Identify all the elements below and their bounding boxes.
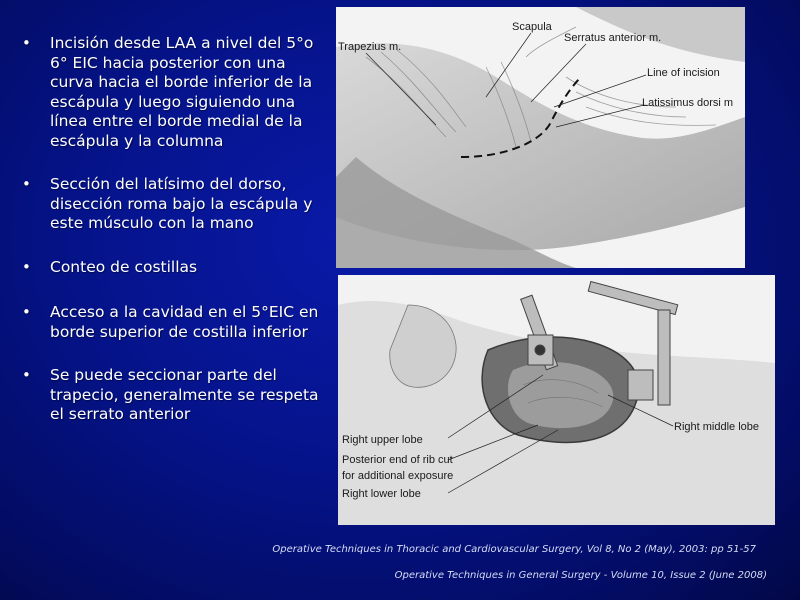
bullet-text: Incisión desde LAA a nivel del 5°o 6° EIC hacia posterior con una curva hacia el borde inferior de la escápula y luego siguiendo una línea entre el borde medial de la escápula y la columna xyxy=(50,34,314,150)
bullet-text: Acceso a la cavidad en el 5°EIC en borde superior de costilla inferior xyxy=(50,303,319,341)
bullet-icon: • xyxy=(22,34,31,52)
bullet-text: Se puede seccionar parte del trapecio, generalmente se respeta el serrato anterior xyxy=(50,366,319,423)
label-incision: Line of incision xyxy=(647,67,720,79)
label-scapula: Scapula xyxy=(512,21,552,33)
reference-general-surgery: Operative Techniques in General Surgery - Volume 10, Issue 2 (June 2008) xyxy=(394,570,767,581)
incision-illustration xyxy=(336,7,745,268)
bullet-item xyxy=(22,366,322,425)
thoracotomy-drawing xyxy=(338,275,775,525)
bullet-text: Sección del latísimo del dorso, disección roma bajo la escápula y este músculo con la mano xyxy=(50,175,313,232)
bullet-list xyxy=(22,34,322,447)
bullet-item xyxy=(22,34,322,151)
label-right-middle-lobe: Right middle lobe xyxy=(674,421,759,433)
label-right-lower-lobe: Right lower lobe xyxy=(342,488,421,500)
bullet-icon: • xyxy=(22,175,31,193)
bullet-text: Conteo de costillas xyxy=(50,257,198,276)
bullet-icon: • xyxy=(22,303,31,321)
label-trapezius: Trapezius m. xyxy=(338,41,402,53)
reference-thoracic: Operative Techniques in Thoracic and Cardiovascular Surgery, Vol 8, No 2 (May), 2003: pp 51-57 xyxy=(272,544,756,555)
bullet-icon: • xyxy=(22,257,31,276)
bullet-item xyxy=(22,175,322,234)
label-rib-cut-line-2: for additional exposure xyxy=(342,470,454,482)
bullet-item xyxy=(22,258,322,278)
thoracotomy-illustration xyxy=(338,275,775,525)
bullet-item xyxy=(22,303,322,342)
label-rib-cut-line-1: Posterior end of rib cut xyxy=(342,454,453,466)
label-serratus: Serratus anterior m. xyxy=(564,32,662,44)
label-latissimus: Latissimus dorsi m xyxy=(642,97,734,109)
label-right-upper-lobe: Right upper lobe xyxy=(342,434,423,446)
incision-drawing xyxy=(336,7,745,268)
bullet-icon: • xyxy=(22,366,31,384)
